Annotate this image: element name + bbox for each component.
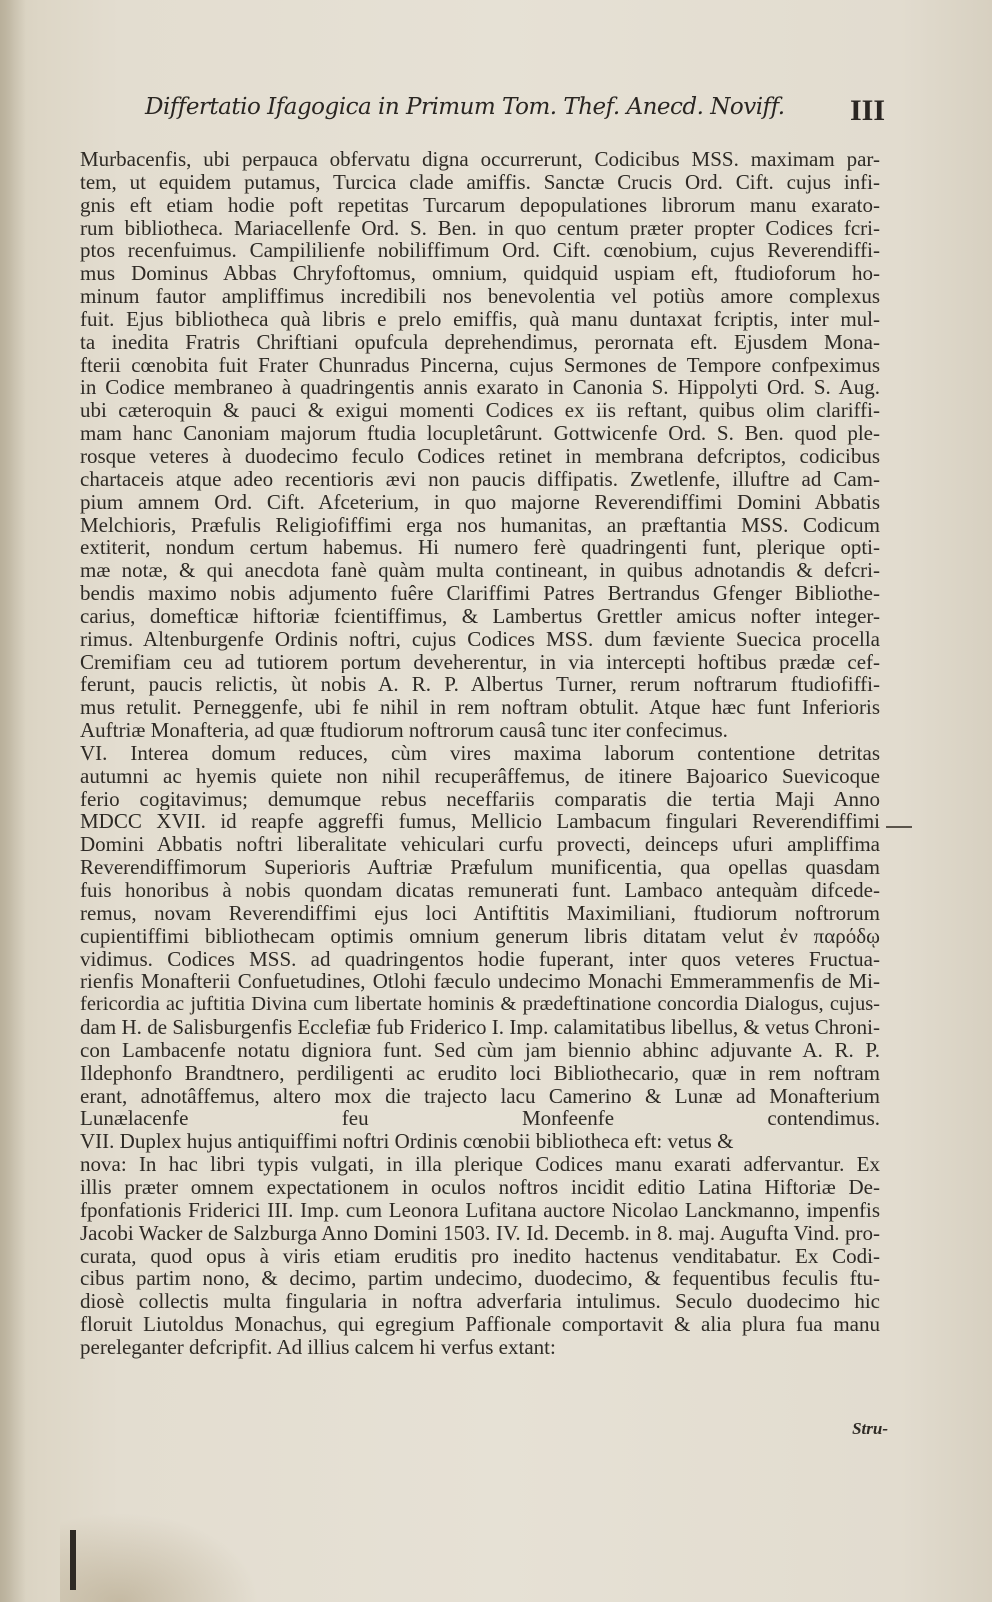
page-number: III xyxy=(849,94,885,127)
text-line: Cremifiam ceu ad tutiorem portum deveherentur, in via intercepti hoftibus prædæ cef- xyxy=(80,650,880,674)
text-line: mam hanc Canoniam majorum ftudia locupletârunt. Gottwicenfe Ord. S. Ben. quod ple- xyxy=(80,422,880,445)
text-line: ta inedita Fratris Chriftiani opufcula deprehendimus, perornata eft. Ejusdem Mona- xyxy=(80,330,880,354)
text-line: ptos recenfuimus. Campililienfe nobiliffimum Ord. Cift. cœnobium, cujus Reverendiffi- xyxy=(80,239,880,263)
text-line: tem, ut equidem putamus, Turcica clade amiffis. Sanctæ Crucis Ord. Cift. cujus infi- xyxy=(80,170,880,194)
text-line: ferio cogitavimus; demumque rebus neceffariis comparatis die tertia Maji Anno xyxy=(80,787,880,811)
text-line: curata, quod opus à viris etiam eruditis pro inedito hactenus venditabatur. Ex Codi- xyxy=(80,1244,880,1268)
text-line: con Lambacenfe notatu digniora funt. Sed cùm jam biennio abhinc adjuvante A. R. P. xyxy=(80,1038,880,1062)
text-line: erant, adnotâffemus, altero mox die trajecto lacu Camerino & Lunæ ad Monafterium xyxy=(80,1084,880,1108)
page-edge xyxy=(992,0,1000,1602)
text-line: rosque veteres à duodecimo feculo Codices retinet in membrana defcriptos, codicibus xyxy=(80,444,880,468)
text-line: VII. Duplex hujus antiquiffimi noftri Ordinis cœnobii bibliotheca eft: vetus & xyxy=(80,1130,734,1154)
text-line: gnis eft etiam hodie poft repetitas Turcarum depopulationes librorum manu exarato- xyxy=(80,193,880,217)
text-line: Murbacenfis, ubi perpauca obfervatu digna occurrerunt, Codicibus MSS. maximam par- xyxy=(80,148,880,171)
text-line: minum fautor ampliffimus incredibili nos benevolentia vel potiùs amore complexus xyxy=(80,285,880,308)
text-line: rum bibliotheca. Mariacellenfe Ord. S. Ben. in quo centum præter propter Codices fcri- xyxy=(80,216,880,240)
text-line: Melchioris, Præfulis Religiofiffimi erga nos humanitas, an præftantia MSS. Codicum xyxy=(80,513,880,537)
text-line: floruit Liutoldus Monachus, qui egregium Paffionale comportavit & alia plura fua manu xyxy=(80,1313,880,1336)
text-line: mus Dominus Abbas Chryfoftomus, omnium, quidquid uspiam eft, ftudioforum ho- xyxy=(80,262,880,286)
running-title: Differtatio Ifagogica in Primum Tom. Thef. Anecd. Noviff. xyxy=(145,94,785,120)
text-line: mus retulit. Perneggenfe, ubi fe nihil in rem noftram obtulit. Atque hæc funt Inferioris xyxy=(80,696,880,720)
text-line: illis præter omnem expectationem in oculos noftros incidit editio Latina Hiftoriæ De- xyxy=(80,1175,880,1199)
text-line: vidimus. Codices MSS. ad quadringentos hodie fuperant, inter quos veteres Fructua- xyxy=(80,947,880,971)
text-line: Auftriæ Monafteria, ad quæ ftudiorum noftrorum causâ tunc iter confecimus. xyxy=(80,719,728,742)
catchword: Stru- xyxy=(852,1419,888,1438)
bottom-mark xyxy=(70,1530,76,1590)
text-line: cupientiffimi bibliothecam optimis omnium generum libris ditatam velut ἐν παρόδῳ xyxy=(80,924,880,948)
margin-mark xyxy=(886,826,912,828)
text-line: fuis honoribus à nobis quondam dicatas remunerati funt. Lambaco antequàm difcede- xyxy=(80,879,880,902)
text-line: Reverendiffimorum Superioris Auftriæ Præfulum munificentia, qua opellas quasdam xyxy=(80,856,880,879)
text-line: mæ notæ, & qui anecdota fanè quàm multa contineant, in quibus adnotandis & defcri- xyxy=(80,559,880,583)
gutter-shadow xyxy=(0,0,26,1602)
text-line: Ildephonfo Brandtnero, perdiligenti ac erudito loci Bibliothecario, quæ in rem noftram xyxy=(80,1061,880,1085)
text-line: Domini Abbatis noftri liberalitate vehiculari curfu provecti, deinceps ufuri ampliffima xyxy=(80,833,880,857)
text-line: dam H. de Salisburgenfis Ecclefiæ fub Friderico I. Imp. calamitatibus libellus, & vetus Chroni- xyxy=(80,1016,880,1039)
text-line: fponfationis Friderici III. Imp. cum Leonora Lufitana auctore Nicolao Lanckmanno, impenfis xyxy=(80,1198,880,1222)
running-header xyxy=(145,94,885,134)
text-line: bendis maximo nobis adjumento fuêre Clariffimi Patres Bertrandus Gfenger Bibliothe- xyxy=(80,582,880,605)
text-line: autumni ac hyemis quiete non nihil recuperâffemus, de itinere Bajoarico Suevicoque xyxy=(80,764,880,788)
text-line: ubi cæteroquin & pauci & exigui momenti Codices ex iis reftant, quibus olim clariffi- xyxy=(80,399,880,423)
text-line: extiterit, nondum certum habemus. Hi numero ferè quadringenti funt, plerique opti- xyxy=(80,536,880,560)
text-line: rimus. Altenburgenfe Ordinis noftri, cujus Codices MSS. dum fæviente Suecica procella xyxy=(80,627,880,651)
text-line: pereleganter defcripfit. Ad illius calcem hi verfus extant: xyxy=(80,1335,556,1359)
text-line: nova: In hac libri typis vulgati, in illa plerique Codices manu exarati adfervantur. Ex xyxy=(80,1153,880,1176)
text-line: Jacobi Wacker de Salzburga Anno Domini 1503. IV. Id. Decemb. in 8. maj. Augufta Vind. pro- xyxy=(80,1221,880,1245)
text-line: in Codice membraneo à quadringentis annis exarato in Canonia S. Hippolyti Ord. S. Aug. xyxy=(80,376,880,400)
text-line: chartaceis atque adeo recentioris ævi non paucis diffipatis. Zwetlenfe, illuftre ad Cam- xyxy=(80,467,880,491)
text-line: MDCC XVII. id reapfe aggreffi fumus, Mellicio Lambacum fingulari Reverendiffimi xyxy=(80,810,880,834)
text-line: rienfis Monafterii Confuetudines, Otlohi fæculo undecimo Monachi Emmerammenfis de Mi- xyxy=(80,970,880,994)
body-text xyxy=(80,148,880,1359)
text-line: pium amnem Ord. Cift. Afceterium, in quo majorne Reverendiffimi Domini Abbatis xyxy=(80,490,880,514)
text-line: Lunælacenfe feu Monfeenfe contendimus. xyxy=(80,1107,880,1131)
text-line: carius, domefticæ hiftoriæ fcientiffimus, & Lambertus Grettler amicus nofter integer- xyxy=(80,604,880,628)
text-line: fericordia ac juftitia Divina cum libertate hominis & prædeftinatione concordia Dialogus, cujus- xyxy=(80,993,880,1016)
paper-stain xyxy=(60,1512,260,1602)
text-line: VI. Interea domum reduces, cùm vires maxima laborum contentione detritas xyxy=(80,741,880,765)
text-line: fuit. Ejus bibliotheca quà libris e prelo emiffis, quà manu duntaxat fcriptis, inter mul- xyxy=(80,307,880,331)
text-line: cibus partim nono, & decimo, partim undecimo, duodecimo, & fequentibus feculis ftu- xyxy=(80,1267,880,1291)
text-line: diosè collectis multa fingularia in noftra adverfaria intulimus. Seculo duodecimo hic xyxy=(80,1290,880,1314)
text-line: fterii cœnobita fuit Frater Chunradus Pincerna, cujus Sermones de Tempore confpeximus xyxy=(80,353,880,377)
text-line: ferunt, paucis relictis, ùt nobis A. R. P. Albertus Turner, rerum noftrarum ftudiofiffi- xyxy=(80,673,880,697)
text-line: remus, novam Reverendiffimi ejus loci Antiftitis Maximiliani, ftudiorum noftrorum xyxy=(80,901,880,925)
